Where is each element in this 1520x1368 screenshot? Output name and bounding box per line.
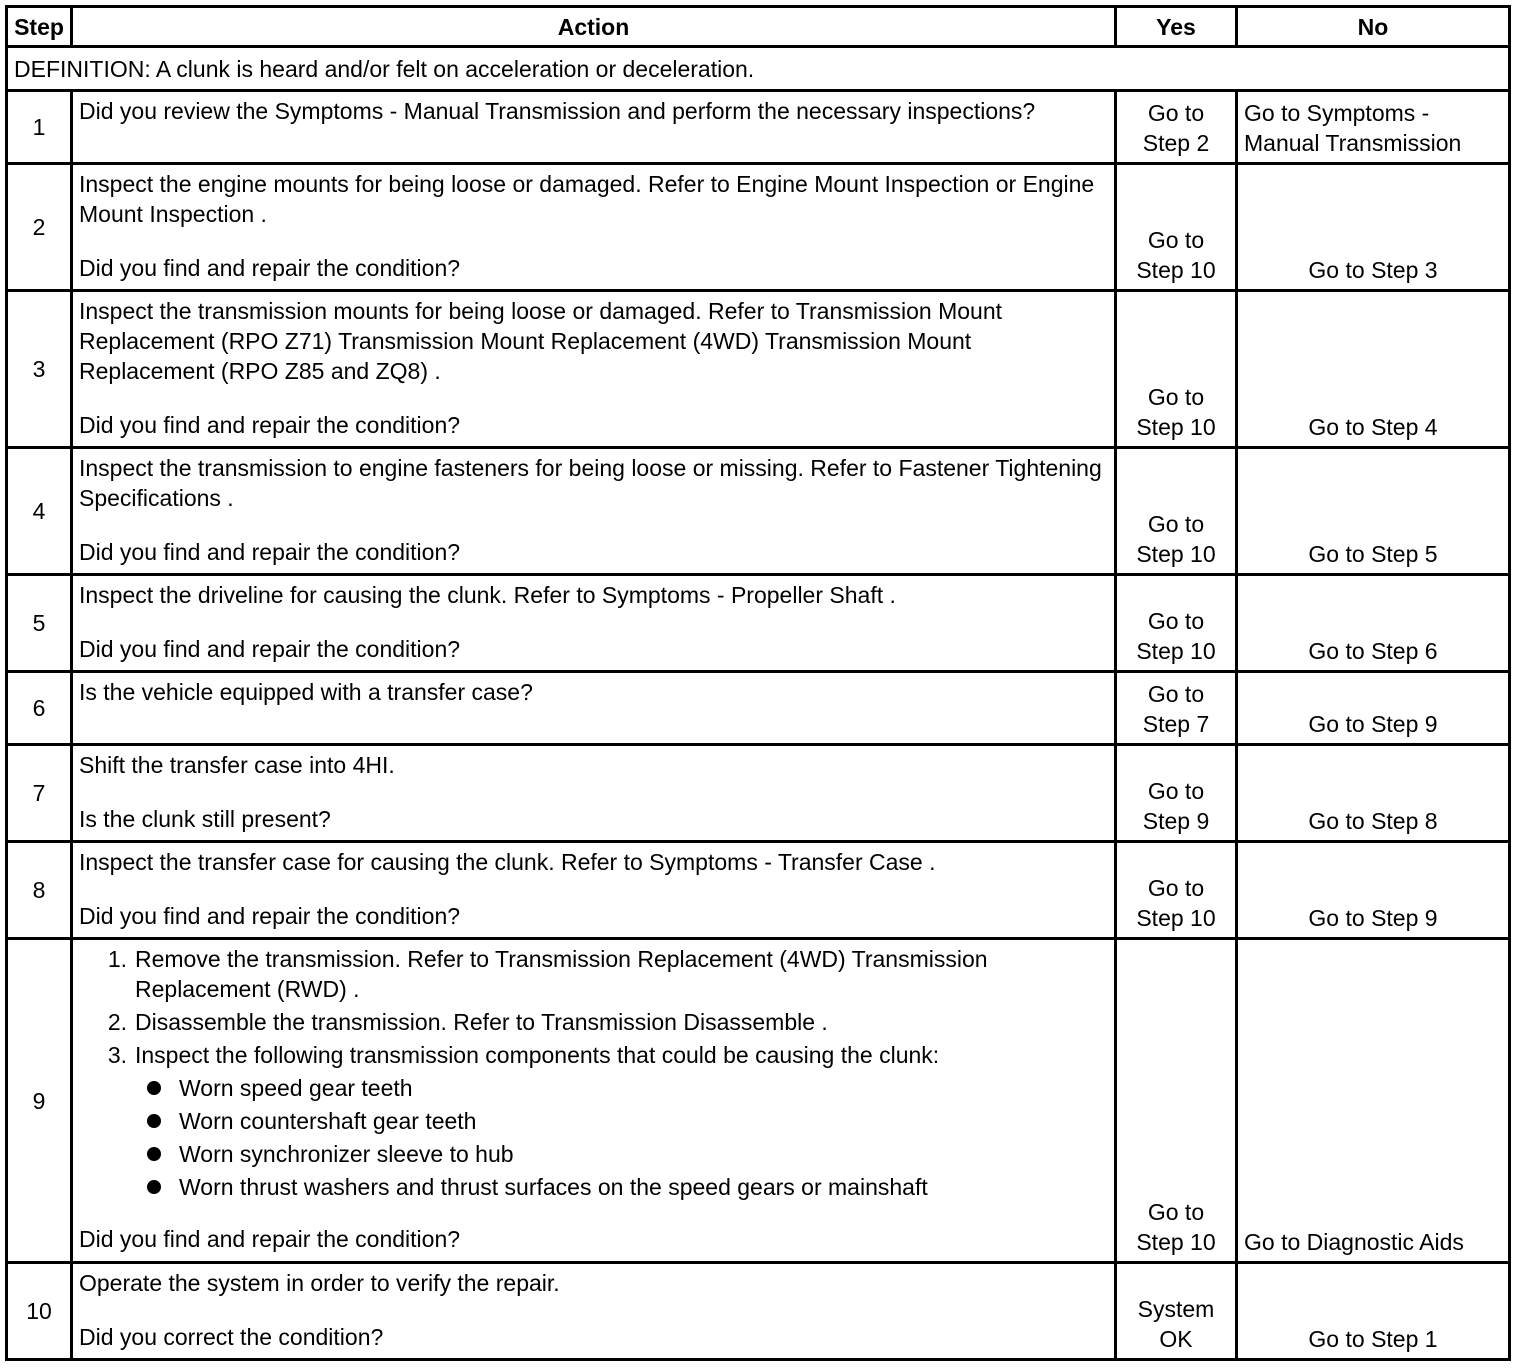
- list-text: Remove the transmission. Refer to Transmission Replacement (4WD) Transmission Replacement (RWD) .: [135, 946, 988, 1002]
- action-text: Inspect the engine mounts for being loose or damaged. Refer to Engine Mount Inspection or Engine Mount Inspection .: [79, 171, 1095, 227]
- step-number: 9: [7, 939, 72, 1263]
- action-text: Inspect the driveline for causing the clunk. Refer to Symptoms - Propeller Shaft .: [79, 582, 896, 608]
- yes-cell: [1116, 575, 1237, 672]
- yes-line-1: Go to: [1147, 778, 1205, 804]
- yes-line-2: OK: [1159, 1326, 1193, 1352]
- yes-line-2: Step 10: [1136, 257, 1216, 283]
- table-row: [7, 91, 1510, 164]
- action-text: Shift the transfer case into 4HI.: [79, 752, 395, 778]
- step-number: 5: [7, 575, 72, 672]
- list-item: [79, 1007, 1108, 1037]
- action-cell: [72, 1263, 1116, 1360]
- header-yes: Yes: [1116, 7, 1237, 47]
- step-number: 4: [7, 448, 72, 575]
- step-number: 1: [7, 91, 72, 164]
- question-text: Did you find and repair the condition?: [79, 1226, 461, 1252]
- header-action: Action: [72, 7, 1116, 47]
- question-text: Did you find and repair the condition?: [79, 539, 461, 565]
- list-item: [79, 944, 1108, 1004]
- action-cell: [72, 164, 1116, 291]
- yes-cell: [1116, 448, 1237, 575]
- list-number: 1.: [107, 946, 127, 972]
- action-text: Inspect the transfer case for causing the clunk. Refer to Symptoms - Transfer Case .: [79, 849, 936, 875]
- yes-line-2: Step 10: [1136, 905, 1216, 931]
- bullet-text: Worn speed gear teeth: [179, 1075, 413, 1101]
- yes-line-2: Step 9: [1142, 808, 1210, 834]
- yes-line-1: Go to: [1147, 875, 1205, 901]
- step-number: 10: [7, 1263, 72, 1360]
- bullet-item: [129, 1139, 1108, 1169]
- no-cell: Go to Step 3: [1237, 164, 1510, 291]
- yes-line-1: System: [1137, 1296, 1215, 1322]
- no-cell: Go to Step 6: [1237, 575, 1510, 672]
- header-row: [7, 7, 1510, 47]
- table-row: [7, 575, 1510, 672]
- yes-line-2: Step 2: [1142, 130, 1210, 156]
- list-number: 2.: [107, 1009, 127, 1035]
- table-row: [7, 745, 1510, 842]
- action-cell: [72, 91, 1116, 164]
- action-cell: [72, 448, 1116, 575]
- step-number: 6: [7, 672, 72, 745]
- yes-line-2: Step 10: [1136, 414, 1216, 440]
- yes-line-1: Go to: [1147, 681, 1205, 707]
- action-cell: [72, 745, 1116, 842]
- yes-cell: [1116, 745, 1237, 842]
- action-cell: [72, 939, 1116, 1263]
- yes-cell: [1116, 91, 1237, 164]
- yes-line-2: Step 10: [1136, 1229, 1216, 1255]
- bullet-text: Worn thrust washers and thrust surfaces on the speed gears or mainshaft: [179, 1174, 928, 1200]
- action-cell: [72, 575, 1116, 672]
- no-cell: Go to Step 8: [1237, 745, 1510, 842]
- bullet-text: Worn synchronizer sleeve to hub: [179, 1141, 514, 1167]
- bullet-item: [129, 1073, 1108, 1103]
- list-item: [79, 1040, 1108, 1070]
- table-row: [7, 1263, 1510, 1360]
- no-cell: Go to Step 4: [1237, 291, 1510, 448]
- no-cell: Go to Symptoms - Manual Transmission: [1237, 91, 1510, 164]
- definition-text: DEFINITION: A clunk is heard and/or felt on acceleration or deceleration.: [7, 47, 1510, 91]
- definition-row: [7, 47, 1510, 91]
- yes-line-2: Step 10: [1136, 541, 1216, 567]
- question-text: Did you correct the condition?: [79, 1324, 384, 1350]
- action-cell: [72, 672, 1116, 745]
- yes-cell: [1116, 842, 1237, 939]
- bullet-icon: [129, 1106, 179, 1136]
- action-text: Inspect the transmission to engine fasteners for being loose or missing. Refer to Fastener Tightening Specifications .: [79, 455, 1102, 511]
- yes-line-2: Step 10: [1136, 638, 1216, 664]
- no-cell: Go to Step 9: [1237, 672, 1510, 745]
- no-cell: Go to Step 5: [1237, 448, 1510, 575]
- bullet-text: Worn countershaft gear teeth: [179, 1108, 477, 1134]
- table-row: [7, 164, 1510, 291]
- list-text: Disassemble the transmission. Refer to Transmission Disassemble .: [135, 1009, 828, 1035]
- bullet-icon: [129, 1073, 179, 1103]
- yes-line-1: Go to: [1147, 1199, 1205, 1225]
- table-row: [7, 842, 1510, 939]
- action-text: Operate the system in order to verify the repair.: [79, 1270, 560, 1296]
- table-row: [7, 448, 1510, 575]
- yes-line-2: Step 7: [1142, 711, 1210, 737]
- header-step: Step: [7, 7, 72, 47]
- question-text: Did you find and repair the condition?: [79, 412, 461, 438]
- yes-cell: [1116, 1263, 1237, 1360]
- yes-line-1: Go to: [1147, 608, 1205, 634]
- action-cell: [72, 842, 1116, 939]
- yes-line-1: Go to: [1147, 100, 1205, 126]
- action-cell: [72, 291, 1116, 448]
- yes-cell: [1116, 291, 1237, 448]
- no-cell: Go to Step 9: [1237, 842, 1510, 939]
- header-no: No: [1237, 7, 1510, 47]
- question-text: Did you find and repair the condition?: [79, 636, 461, 662]
- step-number: 8: [7, 842, 72, 939]
- action-text: Inspect the transmission mounts for being loose or damaged. Refer to Transmission Mount Replacement (RPO Z71) Transmission Mount Replacement (4WD) Transmission Mount Replacement (RPO Z85 and ZQ8) .: [79, 298, 1003, 384]
- components-list: [129, 1073, 1108, 1202]
- yes-line-1: Go to: [1147, 227, 1205, 253]
- no-cell: Go to Diagnostic Aids: [1237, 939, 1510, 1263]
- table-row: [7, 291, 1510, 448]
- yes-cell: [1116, 939, 1237, 1263]
- action-text: Is the vehicle equipped with a transfer case?: [79, 679, 533, 705]
- question-text: Is the clunk still present?: [79, 806, 331, 832]
- procedure-list: [79, 944, 1108, 1070]
- step-number: 3: [7, 291, 72, 448]
- yes-line-1: Go to: [1147, 511, 1205, 537]
- table-row: [7, 939, 1510, 1263]
- list-text: Inspect the following transmission components that could be causing the clunk:: [135, 1042, 940, 1068]
- yes-cell: [1116, 672, 1237, 745]
- step-number: 2: [7, 164, 72, 291]
- action-text: Did you review the Symptoms - Manual Transmission and perform the necessary inspections?: [79, 98, 1036, 124]
- bullet-item: [129, 1172, 1108, 1202]
- yes-cell: [1116, 164, 1237, 291]
- question-text: Did you find and repair the condition?: [79, 903, 461, 929]
- bullet-icon: [129, 1139, 179, 1169]
- step-number: 7: [7, 745, 72, 842]
- question-text: Did you find and repair the condition?: [79, 255, 461, 281]
- no-cell: Go to Step 1: [1237, 1263, 1510, 1360]
- bullet-item: [129, 1106, 1108, 1136]
- list-number: 3.: [107, 1042, 127, 1068]
- diagnostic-table: [5, 5, 1511, 1361]
- bullet-icon: [129, 1172, 179, 1202]
- yes-line-1: Go to: [1147, 384, 1205, 410]
- table-row: [7, 672, 1510, 745]
